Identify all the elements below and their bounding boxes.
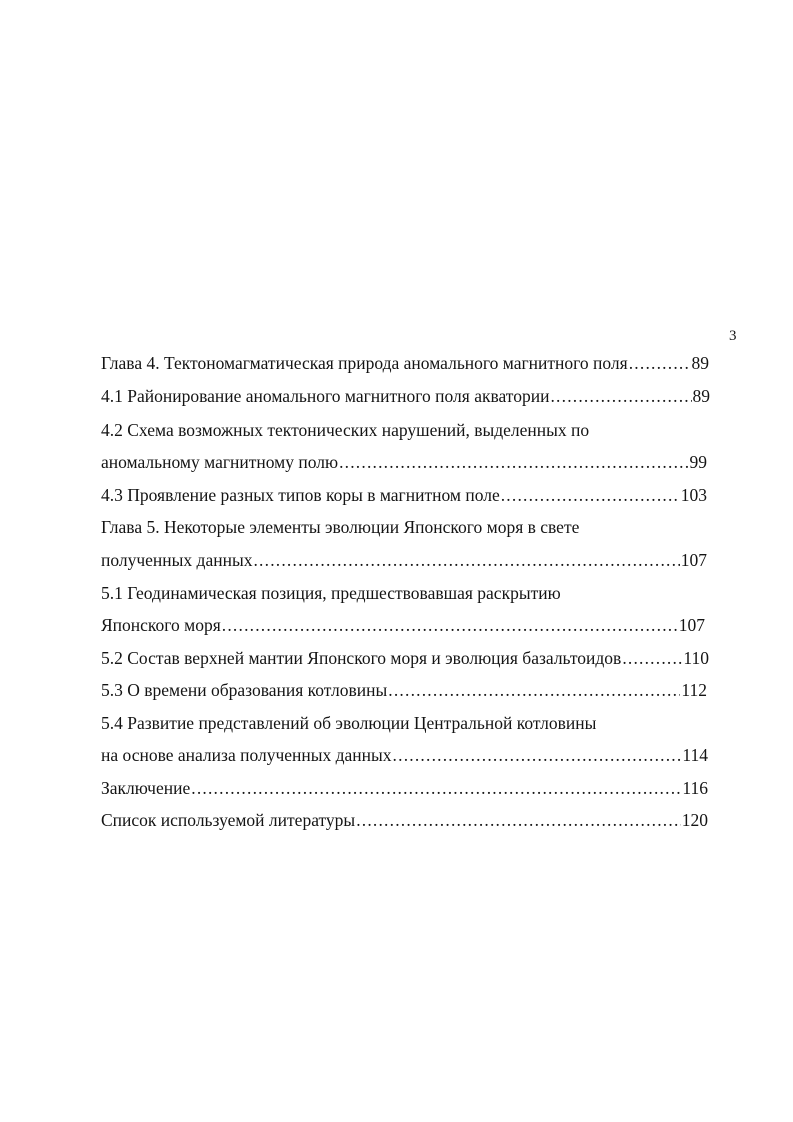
dot-leader bbox=[253, 549, 679, 571]
toc-entry-4-2-line1 bbox=[101, 419, 589, 441]
dot-leader bbox=[191, 777, 681, 799]
toc-entry-4-2-line2 bbox=[101, 451, 707, 473]
toc-entry-page: 112 bbox=[681, 680, 707, 700]
toc-entry-page: 103 bbox=[680, 485, 707, 505]
toc-entry-4-1 bbox=[101, 385, 710, 407]
toc-entry-page: 107 bbox=[680, 550, 707, 570]
toc-entry-chapter-4 bbox=[101, 352, 709, 374]
toc-entry-page: 89 bbox=[691, 353, 709, 373]
toc-entry-chapter-5-line1 bbox=[101, 516, 579, 538]
toc-entry-page: 99 bbox=[689, 452, 707, 472]
toc-entry-5-2 bbox=[101, 647, 709, 669]
toc-entry-title: Глава 5. Некоторые элементы эволюции Японского моря в свете bbox=[101, 517, 580, 537]
dot-leader bbox=[222, 614, 678, 636]
toc-entry-page: 110 bbox=[683, 648, 709, 668]
dot-leader bbox=[629, 352, 691, 374]
dot-leader bbox=[550, 385, 691, 407]
page-number: 3 bbox=[729, 328, 737, 344]
toc-entry-4-3 bbox=[101, 484, 707, 506]
toc-entry-title: Список используемой литературы bbox=[101, 810, 356, 830]
toc-entry-5-4-line2 bbox=[101, 744, 708, 766]
toc-entry-title: 5.2 Состав верхней мантии Японского моря и эволюция базальтоидов bbox=[101, 648, 622, 668]
toc-entry-page: 114 bbox=[682, 745, 708, 765]
dot-leader bbox=[501, 484, 680, 506]
toc-entry-chapter-5-line2 bbox=[101, 549, 707, 571]
toc-entry-title: 5.4 Развитие представлений об эволюции Центральной котловины bbox=[101, 713, 597, 733]
toc-entry-5-1-line2 bbox=[101, 614, 705, 636]
toc-entry-5-4-line1 bbox=[101, 712, 596, 734]
dot-leader bbox=[356, 809, 681, 831]
toc-entry-page: 107 bbox=[678, 615, 705, 635]
dot-leader bbox=[622, 647, 682, 669]
dot-leader bbox=[393, 744, 682, 766]
toc-entry-title: 4.2 Схема возможных тектонических нарушений, выделенных по bbox=[101, 420, 590, 440]
toc-entry-title: 5.1 Геодинамическая позиция, предшествовавшая раскрытию bbox=[101, 583, 561, 603]
toc-entry-title: Глава 4. Тектономагматическая природа аномального магнитного поля bbox=[101, 353, 628, 373]
toc-entry-title: на основе анализа полученных данных bbox=[101, 745, 392, 765]
toc-entry-bibliography bbox=[101, 809, 708, 831]
toc-entry-5-1-line1 bbox=[101, 582, 561, 604]
toc-entry-conclusion bbox=[101, 777, 708, 799]
toc-entry-title: полученных данных bbox=[101, 550, 253, 570]
toc-entry-title: аномальному магнитному полю bbox=[101, 452, 339, 472]
toc-entry-page: 89 bbox=[692, 386, 710, 406]
toc-entry-5-3 bbox=[101, 679, 707, 701]
toc-entry-page: 116 bbox=[682, 778, 708, 798]
toc-entry-page: 120 bbox=[681, 810, 708, 830]
dot-leader bbox=[388, 679, 680, 701]
toc-entry-title: 5.3 О времени образования котловины bbox=[101, 680, 388, 700]
dot-leader bbox=[339, 451, 688, 473]
toc-entry-title: 4.3 Проявление разных типов коры в магнитном поле bbox=[101, 485, 500, 505]
toc-entry-title: 4.1 Районирование аномального магнитного поля акватории bbox=[101, 386, 550, 406]
toc-entry-title: Заключение bbox=[101, 778, 191, 798]
toc-entry-title: Японского моря bbox=[101, 615, 221, 635]
